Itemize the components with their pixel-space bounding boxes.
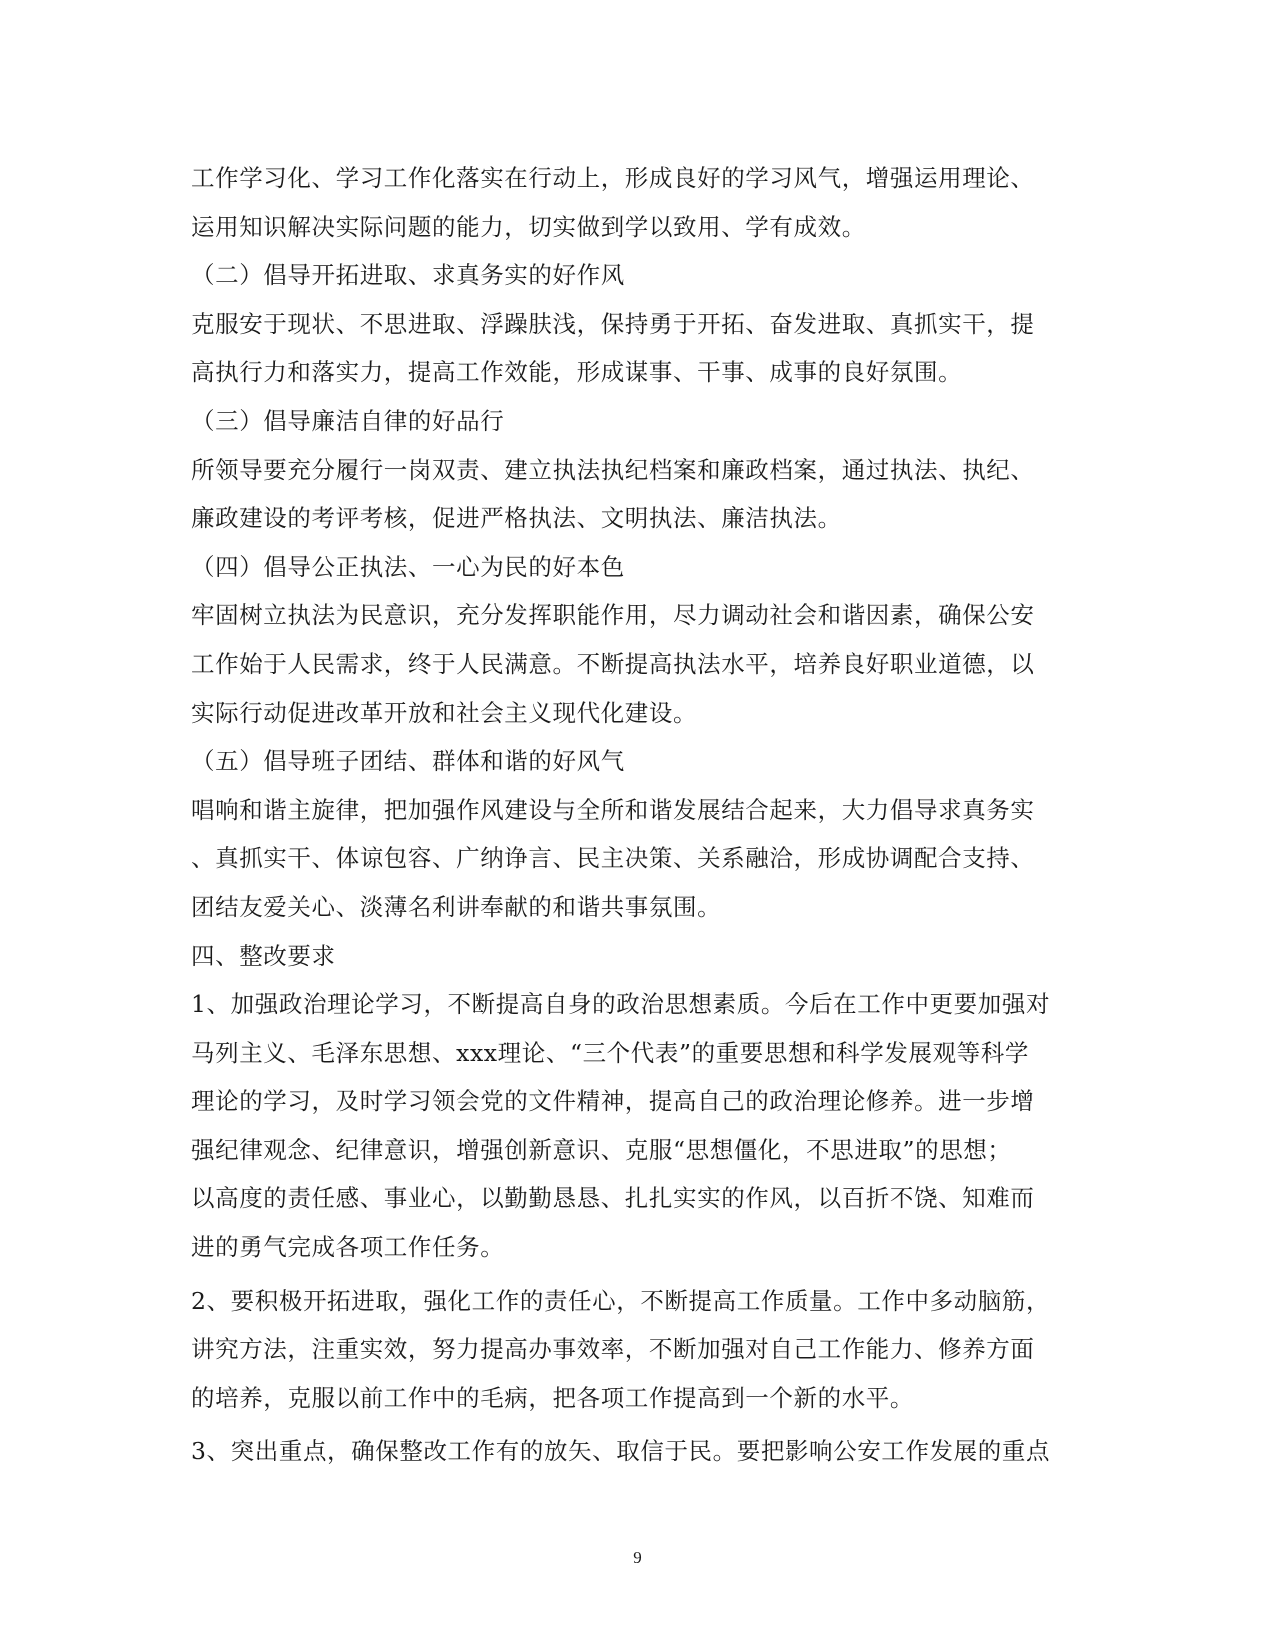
section-heading: （二）倡导开拓进取、求真务实的好作风 xyxy=(191,261,625,290)
section-heading: 四、整改要求 xyxy=(191,941,336,970)
body-line: 工作始于人民需求，终于人民满意。不断提高执法水平，培养良好职业道德，以 xyxy=(191,649,1035,678)
list-item-line: 的培养，克服以前工作中的毛病，把各项工作提高到一个新的水平。 xyxy=(191,1383,914,1412)
body-line: 工作学习化、学习工作化落实在行动上，形成良好的学习风气，增强运用理论、 xyxy=(191,164,1035,192)
document-body xyxy=(191,154,1091,1476)
body-line: 所领导要充分履行一岗双责、建立执法执纪档案和廉政档案，通过执法、执纪、 xyxy=(191,455,1035,484)
list-item-line: 2、要积极开拓进取，强化工作的责任心，不断提高工作质量。工作中多动脑筋， xyxy=(191,1286,1051,1315)
list-item-line: 讲究方法，注重实效，努力提高办事效率，不断加强对自己工作能力、修养方面 xyxy=(191,1335,1035,1364)
body-line: 团结友爱关心、淡薄名利讲奉献的和谐共事氛围。 xyxy=(191,892,722,921)
body-line: 运用知识解决实际问题的能力，切实做到学以致用、学有成效。 xyxy=(191,212,866,241)
list-item-line: 1、加强政治理论学习，不断提高自身的政治思想素质。今后在工作中更要加强对 xyxy=(191,990,1051,1019)
body-line: 牢固树立执法为民意识，充分发挥职能作用，尽力调动社会和谐因素，确保公安 xyxy=(191,601,1035,630)
page-number: 9 xyxy=(633,1548,642,1567)
body-line: 廉政建设的考评考核，促进严格执法、文明执法、廉洁执法。 xyxy=(191,504,842,533)
body-line: 高执行力和落实力，提高工作效能，形成谋事、干事、成事的良好氛围。 xyxy=(191,358,963,387)
list-item-line: 马列主义、毛泽东思想、xxx理论、“三个代表”的重要思想和科学发展观等科学 xyxy=(191,1038,1029,1067)
body-line: 实际行动促进改革开放和社会主义现代化建设。 xyxy=(191,698,698,727)
section-heading: （五）倡导班子团结、群体和谐的好风气 xyxy=(191,747,625,776)
list-item-line: 强纪律观念、纪律意识，增强创新意识、克服“思想僵化，不思进取”的思想； xyxy=(191,1135,1012,1164)
section-heading: （四）倡导公正执法、一心为民的好本色 xyxy=(191,552,625,581)
section-heading: （三）倡导廉洁自律的好品行 xyxy=(191,406,505,435)
list-item-line: 以高度的责任感、事业心，以勤勤恳恳、扎扎实实的作风，以百折不饶、知难而 xyxy=(191,1184,1035,1213)
list-item-line: 理论的学习，及时学习领会党的文件精神，提高自己的政治理论修养。进一步增 xyxy=(191,1087,1035,1116)
body-line: 、真抓实干、体谅包容、广纳诤言、民主决策、关系融洽，形成协调配合支持、 xyxy=(191,844,1035,873)
list-item-line: 3、突出重点，确保整改工作有的放矢、取信于民。要把影响公安工作发展的重点 xyxy=(191,1437,1051,1466)
body-line: 唱响和谐主旋律，把加强作风建设与全所和谐发展结合起来，大力倡导求真务实 xyxy=(191,795,1035,824)
list-item-line: 进的勇气完成各项工作任务。 xyxy=(191,1233,505,1262)
body-line: 克服安于现状、不思进取、浮躁肤浅，保持勇于开拓、奋发进取、真抓实干，提 xyxy=(191,309,1035,338)
